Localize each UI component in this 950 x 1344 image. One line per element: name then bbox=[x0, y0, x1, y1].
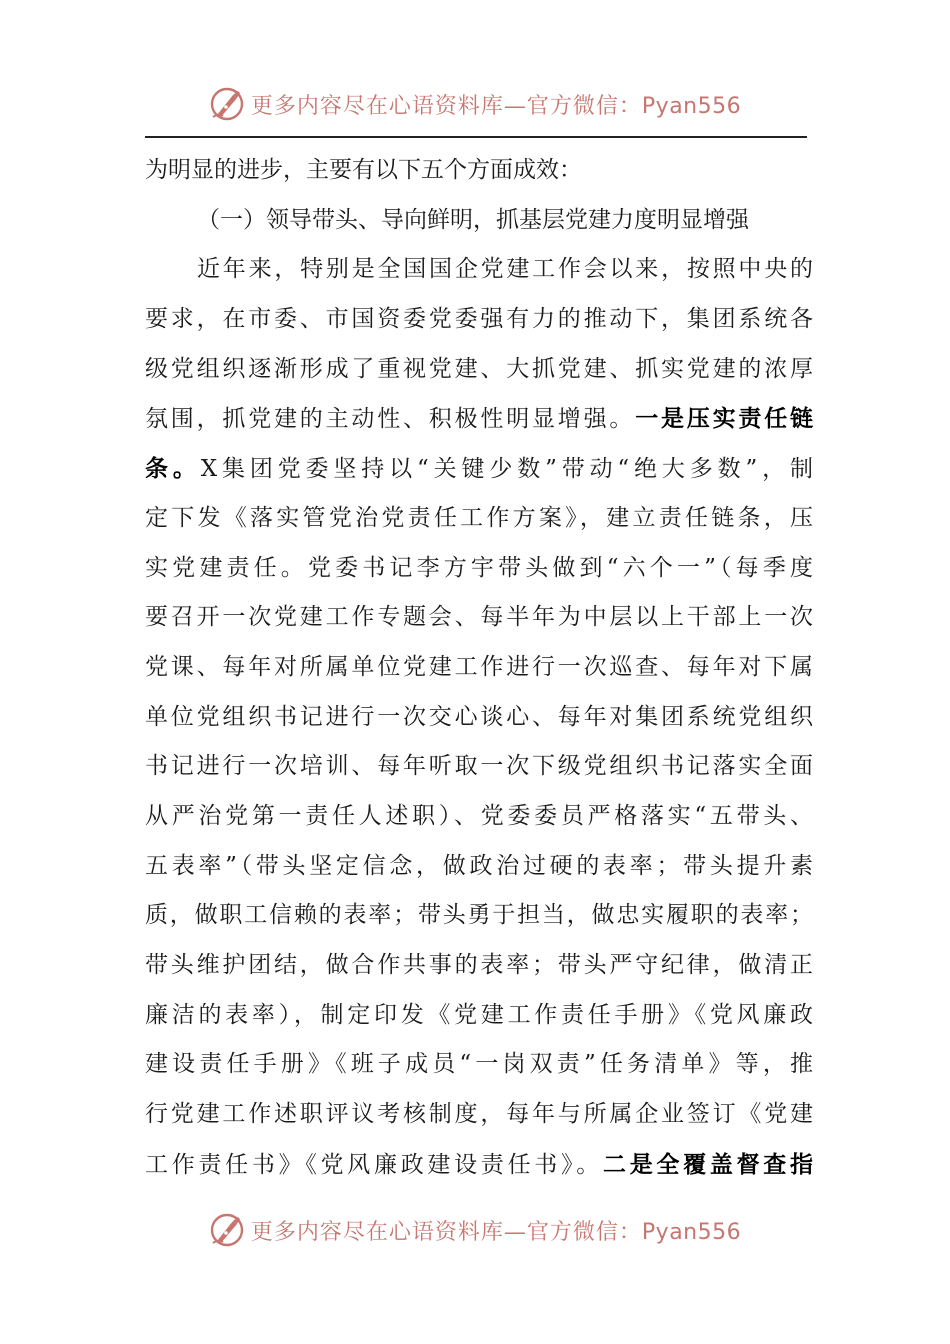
text-segment: 工作责任书》《党风廉政建设责任书》。 bbox=[145, 1151, 603, 1178]
text-segment: 要召开一次党建工作专题会、每半年为中层以上干部上一次 bbox=[145, 604, 813, 631]
text-line bbox=[145, 742, 813, 792]
text-line bbox=[145, 842, 813, 892]
text-segment: 要求，在市委、市国资委党委强有力的推动下，集团系统各 bbox=[145, 306, 813, 333]
text-line bbox=[145, 345, 813, 395]
text-line bbox=[145, 394, 813, 444]
text-line bbox=[145, 544, 813, 594]
text-line bbox=[145, 1140, 813, 1190]
header-divider bbox=[145, 136, 807, 138]
text-segment: 近年来，特别是全国国企党建工作会以来，按照中央的 bbox=[197, 256, 813, 283]
text-line bbox=[145, 693, 813, 743]
text-line bbox=[145, 991, 813, 1041]
text-segment: 质，做职工信赖的表率；带头勇于担当，做忠实履职的表率； bbox=[145, 902, 813, 929]
text-line bbox=[145, 1090, 813, 1140]
text-segment: 单位党组织书记进行一次交心谈心、每年对集团系统党组织 bbox=[145, 703, 813, 730]
bold-text-segment: 一是压实责任链 bbox=[635, 405, 814, 433]
text-line bbox=[145, 891, 813, 941]
footer-banner bbox=[0, 1208, 950, 1252]
section-heading: （一）领导带头、导向鲜明，抓基层党建力度明显增强 bbox=[197, 206, 749, 233]
text-segment: 级党组织逐渐形成了重视党建、大抓党建、抓实党建的浓厚 bbox=[145, 355, 813, 382]
text-segment: 带头维护团结，做合作共事的表率；带头严守纪律，做清正 bbox=[145, 952, 813, 978]
text-segment: 书记进行一次培训、每年听取一次下级党组织书记落实全面 bbox=[145, 753, 813, 780]
banner-text: 更多内容尽在心语资料库—官方微信：Pyan556 bbox=[250, 1219, 742, 1245]
continuation-line: 为明显的进步，主要有以下五个方面成效： bbox=[145, 157, 582, 183]
text-line bbox=[145, 1040, 813, 1090]
bold-text-segment: 条。 bbox=[145, 455, 201, 483]
footer-banner-content bbox=[209, 1212, 741, 1248]
text-line bbox=[145, 643, 813, 693]
bold-text-segment: 二是全覆盖督查指 bbox=[602, 1150, 814, 1178]
text-segment: 氛围，抓党建的主动性、积极性明显增强。 bbox=[145, 406, 636, 433]
text-line bbox=[145, 593, 813, 643]
text-line bbox=[145, 295, 813, 345]
text-line bbox=[145, 941, 813, 991]
text-segment: 行党建工作述职评议考核制度，每年与所属企业签订《党建 bbox=[145, 1101, 813, 1128]
pen-nib-logo-icon bbox=[209, 1212, 245, 1248]
header-banner-content bbox=[209, 86, 741, 122]
text-segment: 从严治党第一责任人述职）、党委委员严格落实“五带头、 bbox=[145, 802, 813, 829]
text-segment: 党课、每年对所属单位党建工作进行一次巡查、每年对下属 bbox=[145, 653, 813, 680]
banner-text: 更多内容尽在心语资料库—官方微信：Pyan556 bbox=[250, 93, 742, 119]
text-segment: 定下发《落实管党治党责任工作方案》，建立责任链条，压 bbox=[145, 504, 813, 531]
text-line bbox=[145, 792, 813, 842]
text-line bbox=[145, 245, 813, 295]
document-body bbox=[145, 146, 813, 1189]
text-segment: 建设责任手册》《班子成员“一岗双责”任务清单》等，推 bbox=[145, 1051, 813, 1078]
banner-handle: Pyan556 bbox=[641, 93, 742, 119]
text-line bbox=[145, 444, 813, 494]
paragraph-body bbox=[145, 245, 813, 1189]
pen-nib-logo-icon bbox=[209, 86, 245, 122]
banner-handle: Pyan556 bbox=[641, 1219, 742, 1245]
header-banner bbox=[0, 82, 950, 126]
text-segment: 实党建责任。党委书记李方宇带头做到“六个一”（每季度 bbox=[145, 554, 813, 581]
text-segment: 五表率”（带头坚定信念，做政治过硬的表率；带头提升素 bbox=[145, 852, 813, 879]
text-segment: 廉洁的表率），制定印发《党建工作责任手册》《党风廉政 bbox=[145, 1001, 813, 1028]
text-segment: X集团党委坚持以“关键少数”带动“绝大多数”，制 bbox=[200, 456, 813, 483]
text-line bbox=[145, 494, 813, 544]
